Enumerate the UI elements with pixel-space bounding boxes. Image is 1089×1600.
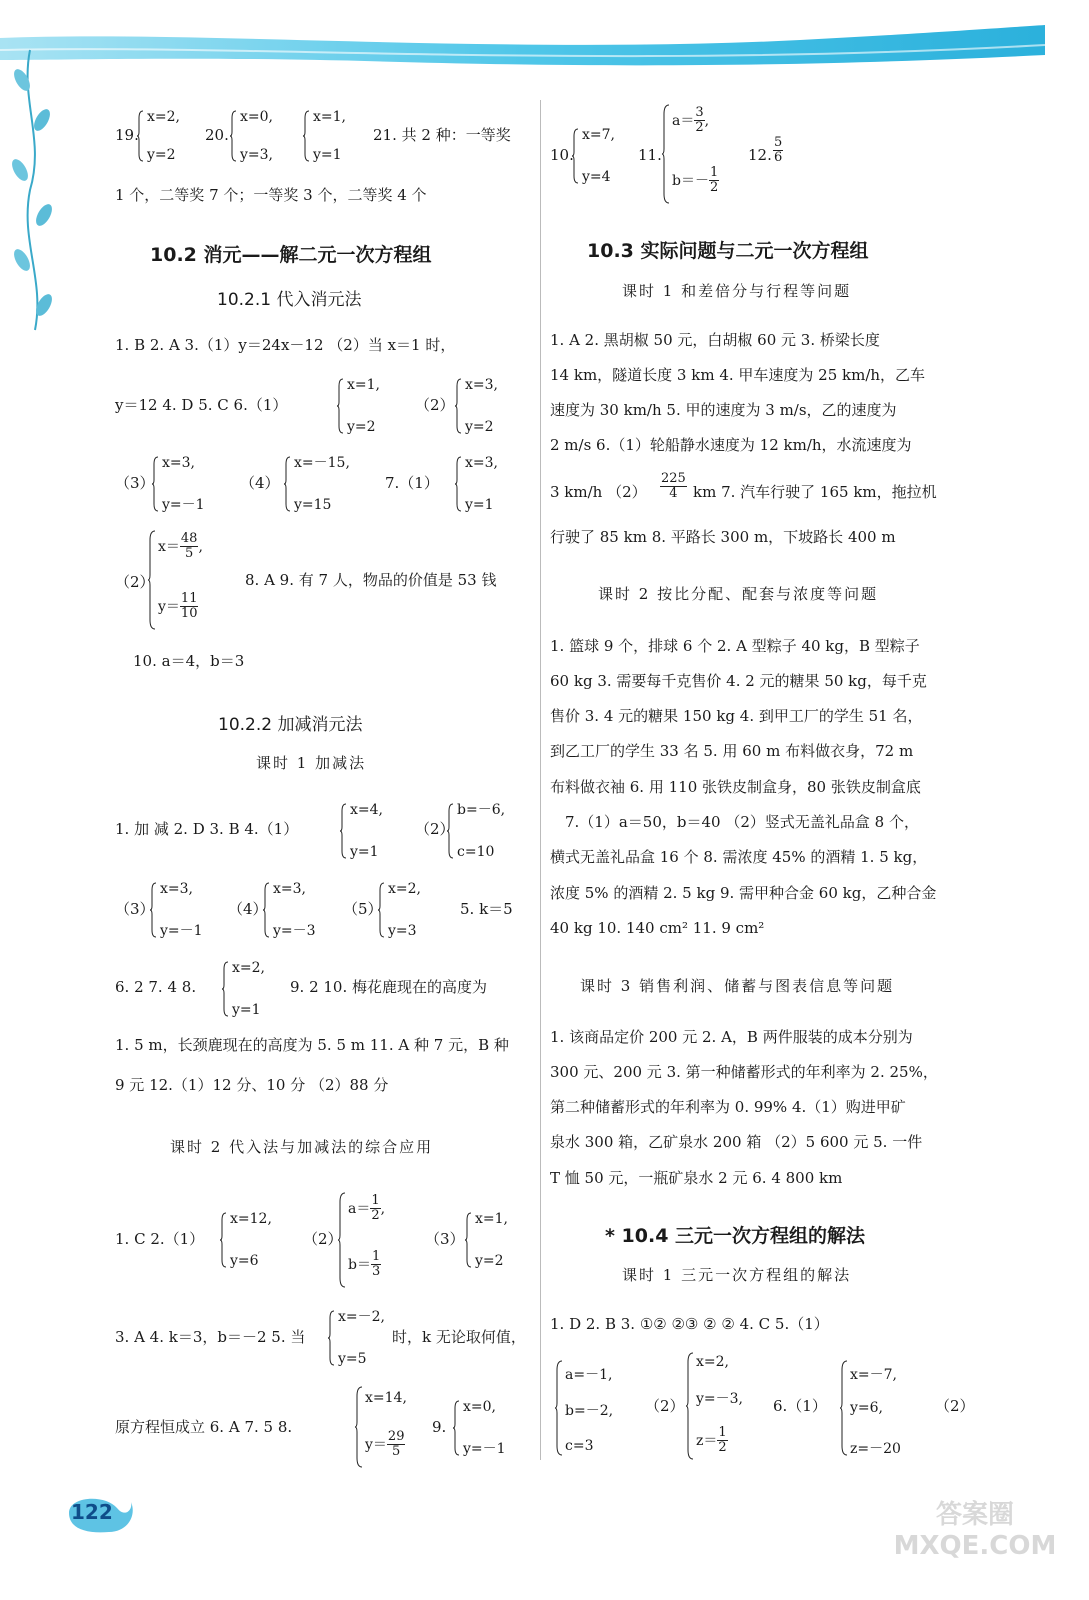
q20-system-2: x=1, y=1	[303, 110, 363, 162]
fraction-system: x=14, y＝ $\frac{29}{5}$	[355, 1386, 425, 1468]
answer-line: T 恤 50 元，一瓶矿泉水 2 元 6. 4 800 km	[550, 1169, 843, 1187]
part-label: （3）	[115, 474, 155, 492]
equation-system: b=－6, c=10	[447, 803, 517, 859]
answer-line: 1. 篮球 9 个，排球 6 个 2. A 型粽子 40 kg，B 型粽子	[550, 637, 920, 655]
subsection-10-2-2-title: 10.2.2 加减消元法	[218, 715, 363, 735]
lesson-title: 课时 1 三元一次方程组的解法	[622, 1266, 852, 1284]
lesson-title: 课时 1 和差倍分与行程等问题	[622, 282, 852, 300]
answer-line: 速度为 30 km/h 5. 甲的速度为 3 m/s，乙的速度为	[550, 401, 897, 419]
section-10-2-title: 10.2 消元——解二元一次方程组	[150, 244, 432, 266]
answer-line: km 7. 汽车行驶了 165 km，拖拉机	[693, 483, 937, 501]
answer-line: 40 kg 10. 140 cm² 11. 9 cm²	[550, 919, 765, 937]
q19-system: x=2, y=2	[137, 110, 197, 162]
answer-line: y＝12 4. D 5. C 6.（1）	[115, 396, 288, 414]
equation-system: x=12, y=6	[220, 1212, 290, 1268]
part-label: （5）	[343, 900, 383, 918]
lesson-title: 课时 2 代入法与加减法的综合应用	[170, 1138, 434, 1156]
equation-system: x=3, y=－3	[263, 882, 333, 938]
watermark: 答案圈 MXQE.COM	[893, 1500, 1057, 1562]
answer-line: 300 元、200 元 3. 第一种储蓄形式的年利率为 2. 25%，	[550, 1063, 938, 1081]
answer-line: 9. 2 10. 梅花鹿现在的高度为	[290, 978, 488, 996]
answer-line: 横式无盖礼品盒 16 个 8. 需浓度 45% 的酒精 1. 5 kg，	[550, 848, 928, 866]
q12-fraction: $\frac{5}{6}$	[774, 135, 783, 166]
answer-line: 2 m/s 6.（1）轮船静水速度为 12 km/h，水流速度为	[550, 436, 912, 454]
answer-line: 10. a＝4，b＝3	[133, 652, 245, 670]
answer-line: 1. A 2. 黑胡椒 50 元，白胡椒 60 元 3. 桥梁长度	[550, 331, 880, 349]
answer-line: 1. D 2. B 3. ①② ②③ ② ② 4. C 5.（1）	[550, 1315, 829, 1333]
section-10-4-title: * 10.4 三元一次方程组的解法	[605, 1225, 866, 1247]
equation-system: x=3, y=－1	[152, 456, 222, 512]
answer-line: 5. k＝5	[460, 900, 513, 918]
part-label: （3）	[425, 1230, 465, 1248]
answer-line: 14 km，隧道长度 3 km 4. 甲车速度为 25 km/h，乙车	[550, 366, 926, 384]
vine-decoration	[0, 40, 70, 340]
answer-line: 第二种储蓄形式的年利率为 0. 99% 4.（1）购进甲矿	[550, 1098, 906, 1116]
answer-line: 1. 5 m，长颈鹿现在的高度为 5. 5 m 11. A 种 7 元，B 种	[115, 1036, 509, 1054]
equation-system-3: a=－1, b=－2, c=3	[555, 1360, 635, 1456]
answer-line: 售价 3. 4 元的糖果 150 kg 4. 到甲工厂的学生 51 名，	[550, 707, 923, 725]
equation-system: x=7, y=4	[572, 128, 632, 184]
lesson-title: 课时 2 按比分配、配套与浓度等问题	[598, 585, 879, 603]
answer-line: 1. 加 减 2. D 3. B 4.（1）	[115, 820, 299, 838]
part-label: （2）	[115, 573, 155, 591]
equation-system: x=2, y=1	[222, 961, 282, 1017]
q20-label: 20.	[205, 126, 229, 144]
answer-line: 布料做衣袖 6. 用 110 张铁皮制盒身，80 张铁皮制盒底	[550, 778, 921, 796]
answer-line: 1. B 2. A 3.（1）y＝24x－12 （2）当 x＝1 时，	[115, 336, 456, 354]
part-label: （4）	[228, 900, 268, 918]
fraction-system: a＝ $\frac{1}{2}$ , b＝ $\frac{1}{3}$	[338, 1192, 408, 1288]
answer-line: 60 kg 3. 需要每千克售价 4. 2 元的糖果 50 kg，每千克	[550, 672, 927, 690]
part-label: 6.（1）	[773, 1397, 827, 1415]
answer-line: 时，k 无论取何值，	[392, 1328, 526, 1346]
answer-line: 8. A 9. 有 7 人，物品的价值是 53 钱	[245, 571, 497, 589]
part-label: （3）	[115, 900, 155, 918]
section-10-3-title: 10.3 实际问题与二元一次方程组	[587, 240, 869, 262]
equation-system: x=2, y=3	[378, 882, 438, 938]
equation-system: x=－2, y=5	[328, 1310, 398, 1366]
part-label: （2）	[303, 1230, 343, 1248]
equation-system: x=3, y=2	[455, 378, 515, 434]
equation-system: x=4, y=1	[340, 803, 400, 859]
answer-line: 3. A 4. k＝3，b＝－2 5. 当	[115, 1328, 306, 1346]
fraction-system: x＝ $\frac{48}{5}$ , y＝ $\frac{11}{10}$	[148, 530, 228, 630]
q20-system-1: x=0, y=3,	[230, 110, 290, 162]
part-label: （2）	[935, 1397, 975, 1415]
q12-label: 12.	[748, 146, 772, 164]
q10-label: 10.	[550, 146, 574, 164]
part-label: （2）	[645, 1397, 685, 1415]
equation-system: x=1, y=2	[337, 378, 397, 434]
part-label: （2）	[415, 396, 455, 414]
answer-line: 9 元 12.（1）12 分、10 分 （2）88 分	[115, 1076, 389, 1094]
page-number-badge	[65, 1488, 135, 1538]
equation-system: x=3, y=1	[455, 456, 515, 512]
fraction-system: a＝ $\frac{3}{2}$ , b＝－ $\frac{1}{2}$	[662, 104, 742, 204]
q21-continued: 1 个，二等奖 7 个；一等奖 3 个，二等奖 4 个	[115, 186, 427, 204]
subsection-10-2-1-title: 10.2.1 代入消元法	[217, 290, 362, 310]
part-label: 9.	[432, 1418, 447, 1436]
answer-line: 原方程恒成立 6. A 7. 5 8.	[115, 1418, 293, 1436]
equation-system-3: x=2, y=－3, z＝ $\frac{1}{2}$	[686, 1352, 766, 1460]
equation-system: x=1, y=2	[465, 1212, 525, 1268]
q11-label: 11.	[638, 146, 662, 164]
equation-system: x=3, y=－1	[150, 882, 220, 938]
equation-system: x=－15, y=15	[284, 456, 364, 512]
answer-line: 3 km/h （2）	[550, 483, 647, 501]
part-label: 7.（1）	[385, 474, 439, 492]
answer-line: 1. C 2.（1）	[115, 1230, 205, 1248]
lesson-title: 课时 3 销售利润、储蓄与图表信息等问题	[580, 977, 895, 995]
equation-system: x=0, y=－1	[453, 1400, 523, 1456]
answer-line: 1. 该商品定价 200 元 2. A，B 两件服装的成本分别为	[550, 1028, 913, 1046]
lesson-title: 课时 1 加减法	[256, 754, 367, 772]
column-divider	[540, 100, 541, 1460]
part-label: （2）	[415, 820, 455, 838]
answer-line: 到乙工厂的学生 33 名 5. 用 60 m 布料做衣身，72 m	[550, 742, 914, 760]
answer-line: 6. 2 7. 4 8.	[115, 978, 197, 996]
fraction: $\frac{225}{4}$	[661, 471, 686, 502]
page-number: 122	[71, 1500, 113, 1524]
answer-line: 行驶了 85 km 8. 平路长 300 m，下坡路长 400 m	[550, 528, 896, 546]
part-label: （4）	[240, 474, 280, 492]
header-banner	[0, 0, 1089, 120]
q19-label: 19.	[115, 126, 139, 144]
equation-system-3: x=－7, y=6, z=－20	[840, 1360, 930, 1456]
answer-line: 7.（1）a＝50，b＝40 （2）竖式无盖礼品盒 8 个，	[565, 813, 919, 831]
q21-text: 21. 共 2 种：一等奖	[373, 126, 511, 144]
answer-line: 浓度 5% 的酒精 2. 5 kg 9. 需甲种合金 60 kg，乙种合金	[550, 884, 937, 902]
answer-line: 泉水 300 箱，乙矿泉水 200 箱 （2）5 600 元 5. 一件	[550, 1133, 923, 1151]
